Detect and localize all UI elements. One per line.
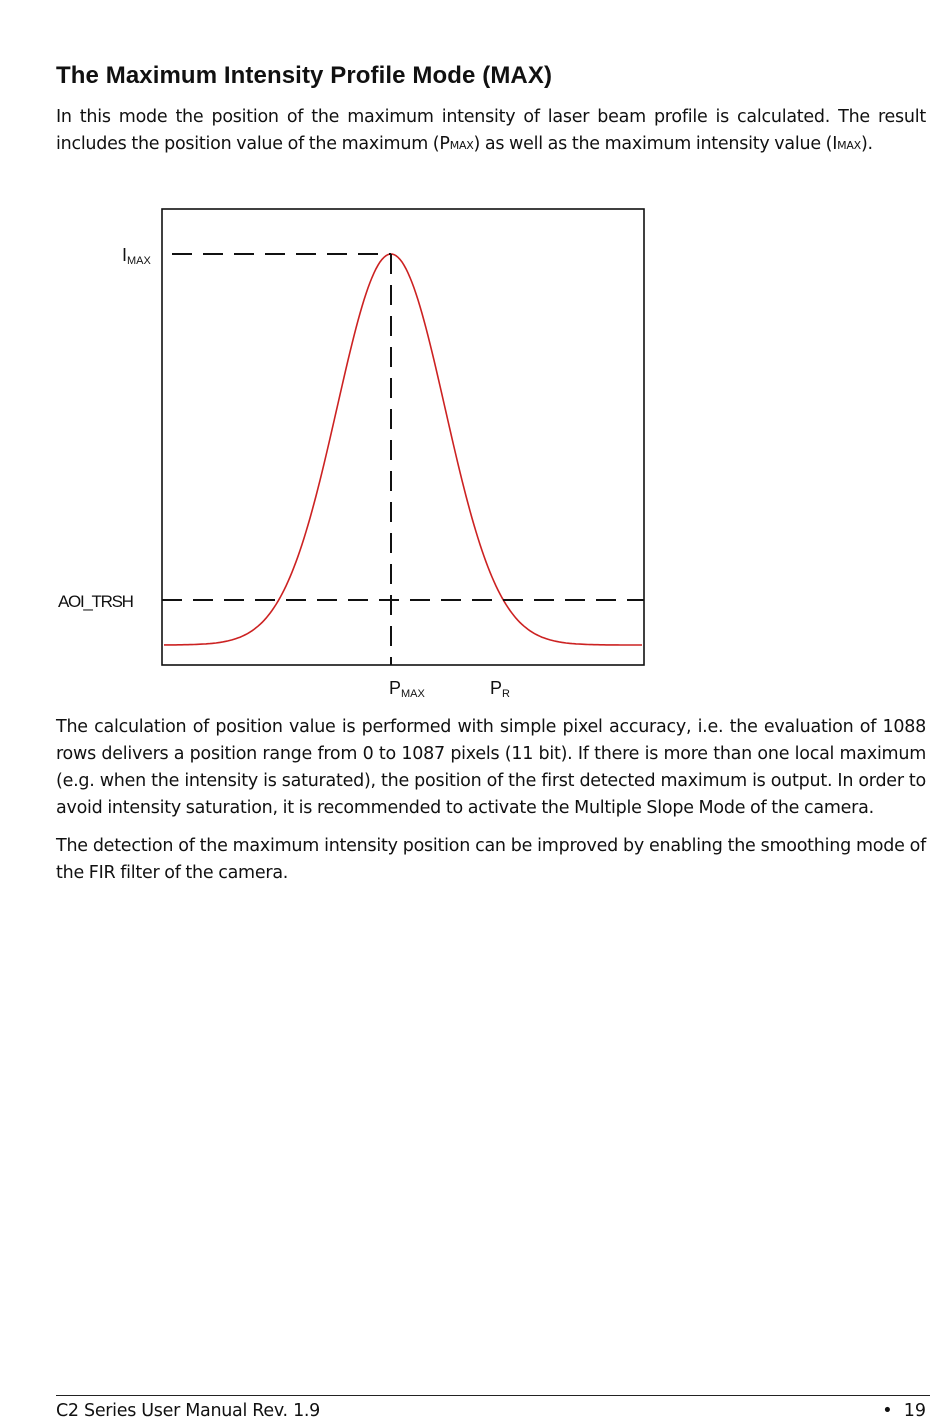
footer-divider <box>56 1395 930 1396</box>
footer-title: C2 Series User Manual Rev. 1.9 <box>56 1401 320 1421</box>
page-number: 19 <box>903 1401 926 1421</box>
footer-page <box>882 1401 926 1421</box>
detection-paragraph: The detection of the maximum intensity position can be improved by enabling the smoothing mode of the FIR filter of the camera. <box>56 836 926 883</box>
pmax-label-sub: MAX <box>401 688 425 700</box>
pr-label-sub: R <box>502 688 510 700</box>
pr-label <box>490 678 510 700</box>
intro-subscript-a: MAX <box>449 139 474 152</box>
plot-frame <box>162 209 644 665</box>
pmax-label <box>389 678 426 700</box>
intro-text-b: ) as well as the maximum intensity value (I <box>473 134 838 154</box>
intro-text-a: In this mode the position of the maximum intensity of laser beam profile is calculated. The result includes the position value of the maximum (P <box>56 107 926 154</box>
intro-text-c: ). <box>860 134 873 154</box>
pr-label-main: P <box>490 678 503 698</box>
intensity-profile-figure <box>0 195 950 715</box>
pmax-label-main: P <box>389 678 402 698</box>
imax-label-main: I <box>122 245 128 265</box>
intensity-profile-curve <box>164 254 642 645</box>
footer-bullet: • <box>882 1401 893 1421</box>
section-heading: The Maximum Intensity Profile Mode (MAX) <box>56 62 553 89</box>
intro-subscript-b: MAX <box>837 139 861 152</box>
imax-label <box>122 245 152 267</box>
intro-paragraph <box>56 104 926 159</box>
imax-label-sub: MAX <box>127 255 151 267</box>
threshold-label: AOI_TRSH <box>58 592 133 611</box>
calculation-paragraph: The calculation of position value is performed with simple pixel accuracy, i.e. the evaluation of 1088 rows delivers a position range from 0 to 1087 pixels (11 bit). If there is more than one local maximum (e.g. when the intensity is saturated), the position of the first detected maximum is output. In order to avoid intensity saturation, it is recommended to activate the Multiple Slope Mode of the camera. <box>56 717 926 818</box>
